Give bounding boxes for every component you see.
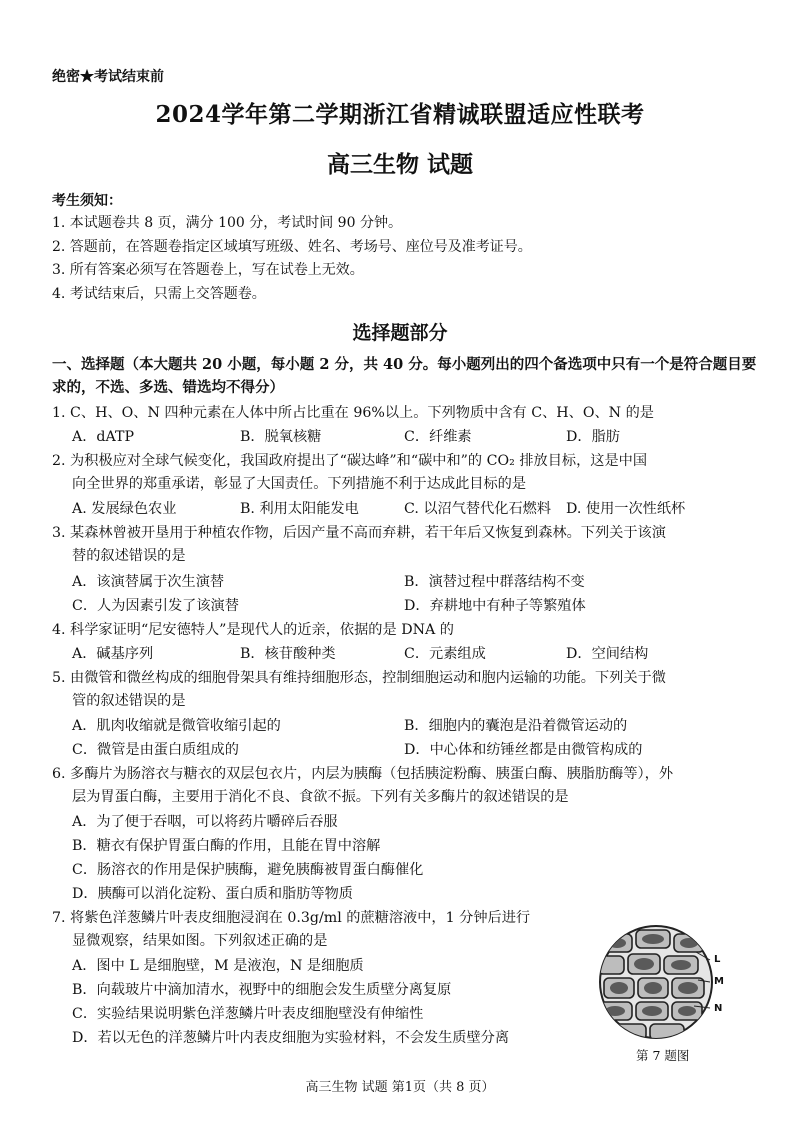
q6-option-b: B．糖衣有保护胃蛋白酶的作用，且能在胃中溶解 xyxy=(72,838,381,854)
q3-option-d: D．弃耕地中有种子等繁殖体 xyxy=(404,598,586,614)
notice-item: 1. 本试题卷共 8 页，满分 100 分，考试时间 90 分钟。 xyxy=(52,215,402,231)
question-7-stem-line1: 7. 将紫色洋葱鳞片叶表皮细胞浸润在 0.3g/ml 的蔗糖溶液中，1 分钟后进行 xyxy=(52,910,531,926)
question-1-stem: 1. C、H、O、N 四种元素在人体中所占比重在 96%以上。下列物质中含有 C、H、O、N 的是 xyxy=(52,405,654,421)
question-6-stem-line2: 层为胃蛋白酶，主要用于消化不良、食欲不振。下列有关多酶片的叙述错误的是 xyxy=(72,789,569,805)
question-3-stem-line2: 替的叙述错误的是 xyxy=(72,548,186,564)
q5-option-b: B．细胞内的囊泡是沿着微管运动的 xyxy=(404,718,628,734)
question-5-stem-line1: 5. 由微管和微丝构成的细胞骨架具有维持细胞形态，控制细胞运动和胞内运输的功能。下列关于微 xyxy=(52,670,666,686)
q2-option-b: B. 利用太阳能发电 xyxy=(240,501,359,517)
q1-option-c: C．纤维素 xyxy=(404,429,472,445)
q4-option-b: B．核苷酸种类 xyxy=(240,646,336,662)
page-footer: 高三生物 试题 第1页（共 8 页） xyxy=(305,1080,495,1095)
q1-option-d: D．脂肪 xyxy=(566,429,620,445)
secret-mark: 绝密★考试结束前 xyxy=(52,69,164,85)
q6-option-c: C．肠溶衣的作用是保护胰酶，避免胰酶被胃蛋白酶催化 xyxy=(72,862,424,878)
notice-list xyxy=(52,212,532,306)
q7-micrograph-figure xyxy=(598,922,721,1042)
question-3-stem-line1: 3. 某森林曾被开垦用于种植农作物，后因产量不高而弃耕，若干年后又恢复到森林。下列关于该演 xyxy=(52,525,666,541)
figure-label-n: N xyxy=(714,1003,723,1014)
q5-option-c: C．微管是由蛋白质组成的 xyxy=(72,742,239,758)
question-2-stem-line2: 向全世界的郑重承诺，彰显了大国责任。下列措施不利于达成此目标的是 xyxy=(72,476,527,492)
figure-label-m: M xyxy=(714,976,724,987)
notice-item: 2. 答题前，在答题卷指定区域填写班级、姓名、考场号、座位号及准考证号。 xyxy=(52,238,532,255)
question-5-stem-line2: 管的叙述错误的是 xyxy=(72,693,186,709)
exam-title: 2024学年第二学期浙江省精诚联盟适应性联考 xyxy=(155,101,645,128)
q6-option-d: D．胰酶可以消化淀粉、蛋白质和脂肪等物质 xyxy=(72,886,353,902)
figure-label-l: L xyxy=(714,954,721,965)
q3-option-a: A．该演替属于次生演替 xyxy=(72,574,225,590)
q5-option-d: D．中心体和纺锤丝都是由微管构成的 xyxy=(404,742,643,758)
q4-option-a: A．碱基序列 xyxy=(72,646,154,662)
question-2-stem-line1: 2. 为积极应对全球气候变化，我国政府提出了“碳达峰”和“碳中和”的 CO₂ 排放目标，这是中国 xyxy=(52,453,648,469)
q2-option-a: A. 发展绿色农业 xyxy=(72,501,177,517)
q7-option-d: D．若以无色的洋葱鳞片叶内表皮细胞为实验材料，不会发生质壁分离 xyxy=(72,1030,510,1046)
q6-option-a: A．为了便于吞咽，可以将药片嚼碎后吞服 xyxy=(72,814,338,830)
question-6-stem-line1: 6. 多酶片为肠溶衣与糖衣的双层包衣片，内层为胰酶（包括胰淀粉酶、胰蛋白酶、胰脂肪酶等），外 xyxy=(52,766,674,782)
notice-heading: 考生须知： xyxy=(52,193,122,209)
q4-option-c: C．元素组成 xyxy=(404,646,486,662)
question-4-stem: 4. 科学家证明“尼安德特人”是现代人的近亲，依据的是 DNA 的 xyxy=(52,622,454,638)
q7-option-c: C．实验结果说明紫色洋葱鳞片叶表皮细胞壁没有伸缩性 xyxy=(72,1006,424,1022)
q7-option-a: A．图中 L 是细胞壁，M 是液泡，N 是细胞质 xyxy=(72,958,364,974)
exam-subtitle: 高三生物 试题 xyxy=(326,151,473,178)
q3-option-c: C．人为因素引发了该演替 xyxy=(72,598,239,614)
notice-item: 3. 所有答案必须写在答题卷上，写在试卷上无效。 xyxy=(52,262,364,278)
q1-option-b: B．脱氧核糖 xyxy=(240,429,322,445)
q5-option-a: A．肌肉收缩就是微管收缩引起的 xyxy=(72,718,281,734)
q1-option-a: A．dATP xyxy=(72,429,134,445)
section-instruction: 一、选择题（本大题共 20 小题，每小题 2 分，共 40 分。每小题列出的四个备选项中只有一个是符合题目要求的，不选、多选、错选均不得分） xyxy=(52,356,757,396)
q2-option-d: D. 使用一次性纸杯 xyxy=(566,501,686,517)
q2-option-c: C. 以沼气替代化石燃料 xyxy=(404,501,552,517)
section-title: 选择题部分 xyxy=(352,322,448,344)
q7-option-b: B．向载玻片中滴加清水，视野中的细胞会发生质壁分离复原 xyxy=(72,982,452,998)
q4-option-d: D．空间结构 xyxy=(566,646,649,662)
notice-item: 4. 考试结束后，只需上交答题卷。 xyxy=(52,285,266,302)
figure-caption: 第 7 题图 xyxy=(636,1048,690,1063)
q3-option-b: B．演替过程中群落结构不变 xyxy=(404,574,585,590)
question-7-stem-line2: 显微观察，结果如图。下列叙述正确的是 xyxy=(72,933,328,949)
